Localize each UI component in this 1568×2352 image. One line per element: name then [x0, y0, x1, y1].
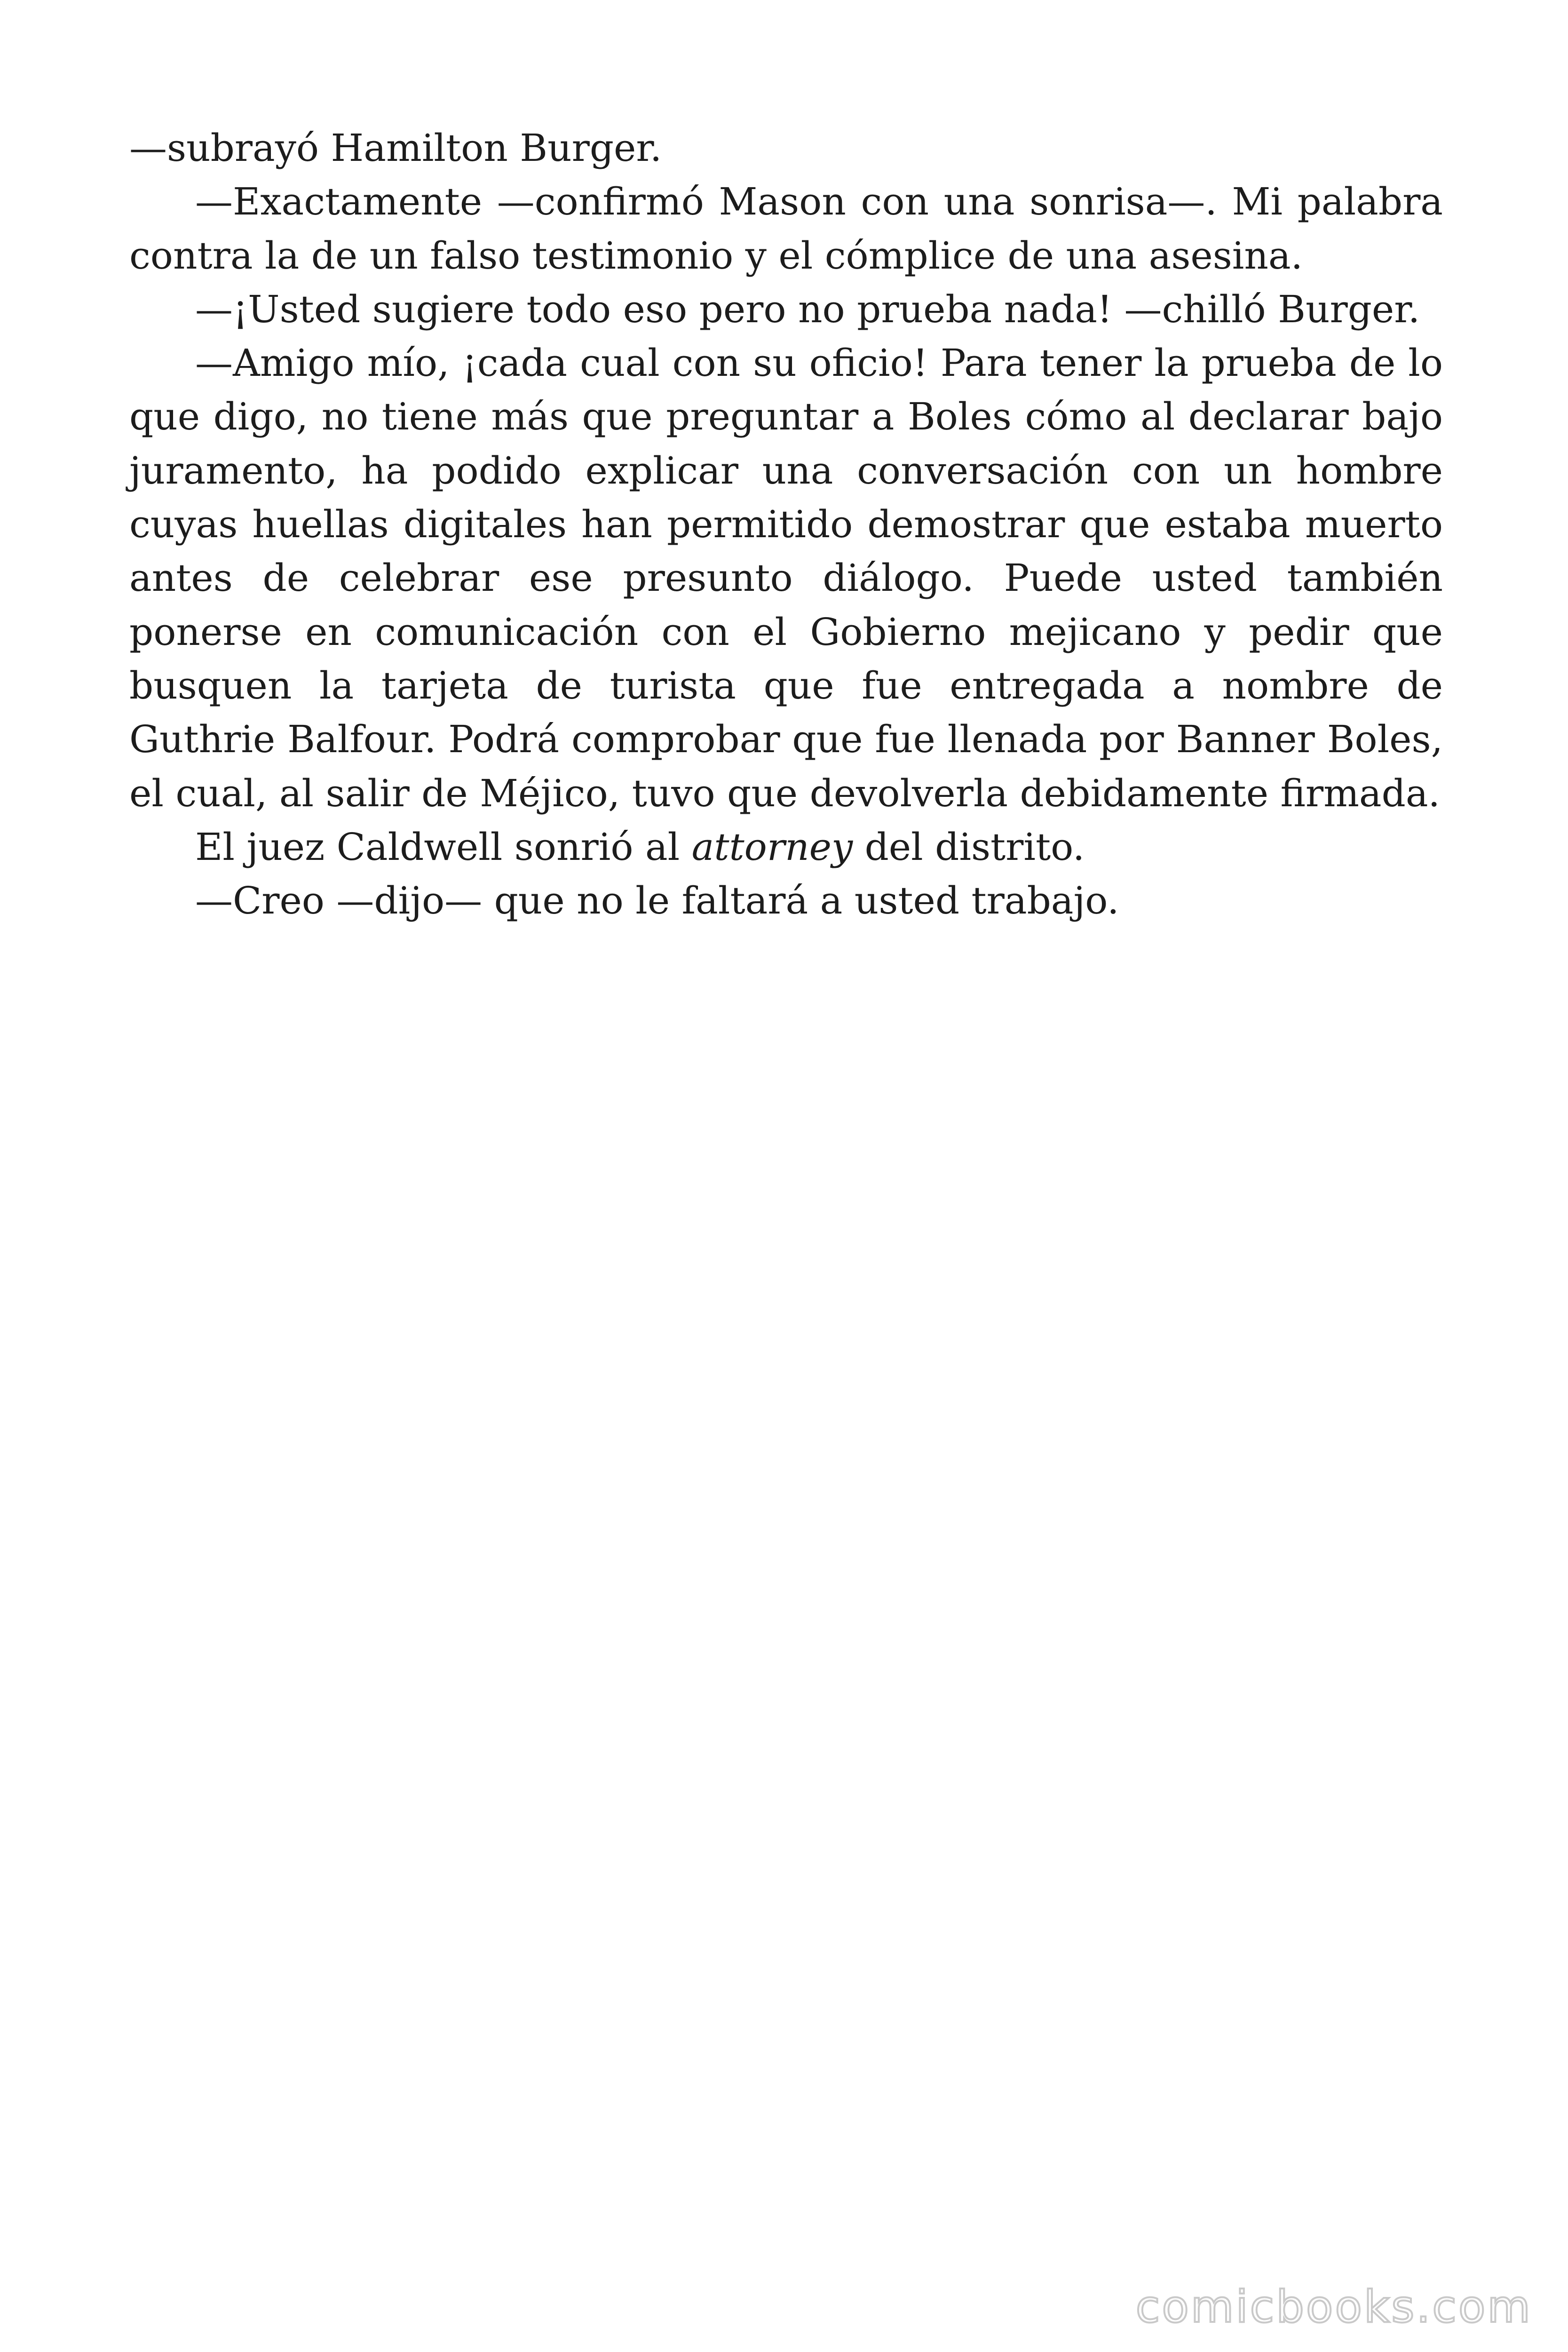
- paragraph-2: —Exactamente —confirmó Mason con una sonrisa—. Mi palabra contra la de un falso testimonio y el cómplice de una asesina.: [129, 180, 1443, 278]
- paragraph-6: —Creo —dijo— que no le faltará a usted trabajo.: [195, 879, 1119, 923]
- paragraph-1: —subrayó Hamilton Burger.: [129, 126, 662, 170]
- paragraph-5-after: del distrito.: [853, 825, 1085, 869]
- book-page-text: [129, 121, 1443, 928]
- paragraph-4: —Amigo mío, ¡cada cual con su oficio! Para tener la prueba de lo que digo, no tiene más que preguntar a Boles cómo al declarar bajo juramento, ha podido explicar una conversación con un hombre cuyas huellas digitales han permitido demostrar que estaba muerto antes de celebrar ese presunto diálogo. Puede usted también ponerse en comunicación con el Gobierno mejicano y pedir que busquen la tarjeta de turista que fue entregada a nombre de Guthrie Balfour. Podrá comprobar que fue llenada por Banner Boles, el cual, al salir de Méjico, tuvo que devolverla debidamente firmada.: [129, 341, 1443, 815]
- watermark-logo: comicbooks.com: [1135, 2281, 1532, 2333]
- paragraph-3: —¡Usted sugiere todo eso pero no prueba nada! —chilló Burger.: [195, 287, 1420, 331]
- paragraph-5: [129, 820, 1443, 874]
- paragraph-5-italic-word: attorney: [691, 825, 853, 869]
- paragraph-5-before: El juez Caldwell sonrió al: [195, 825, 692, 869]
